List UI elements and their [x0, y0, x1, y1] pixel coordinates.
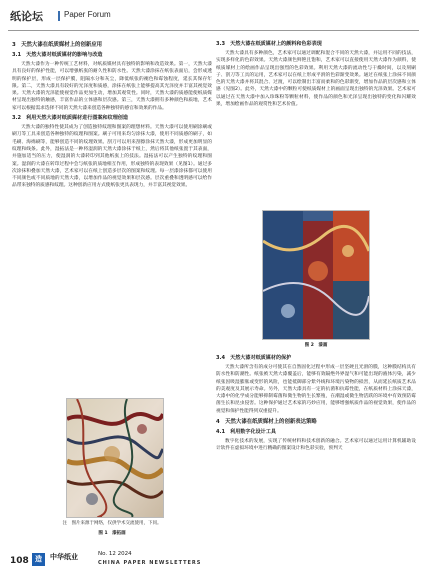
lacquer-painting-image [263, 211, 369, 339]
section-3-2-body: 天然大漆的独特性使其成为了创造独特纹理和图案的理想材料。天然大漆可以使用刷涂刷或刷刀等工具来创造各种独特的纹理和图案。刷子可用来均匀涂抹大漆，使用不同质感的刷子，如毛刷、海绵刷等，能够创造不同的纹理效果。刮刀可以用来刮擦涂抹天然大漆，形成更加明显的纹理和线条。此外，湿拓法是一种将湿润的天然大漆涂抹于纸上，然后将其他纸张置于其表面，并施加适当的压力，使湿润的大漆转印到其他纸张上的技法。湿拓法可以产生独特的纹理和图案。湿润的大漆在转印过程中会与纸张的质地相互作用，形成独特的表现效果（见图1）。通过多次涂抹和叠加天然大漆，艺术家可以在纸上创造多层次的图案和纹理。每一层漆涂抹都可以使用不同颜色或不同质地的天然大漆，以增加作品的视觉效果和层次感。层次重叠和透明感可以给作品带来独特的质感和纹理。这种创新应用方式使纸张更具表现力，并丰富其视觉效果。 [12, 125, 212, 189]
figure-2-image [262, 210, 370, 340]
section-3-3-heading: 3.3 天然大漆在纸质媒材上的颜料和色彩表现 [216, 41, 322, 47]
page-number: 108 [10, 556, 29, 566]
publication-name-en: CHINA PAPER NEWSLETTERS [98, 560, 202, 566]
section-3-1-heading: 3.1 天然大漆对纸质媒材的影响与改造 [12, 52, 103, 58]
section-3-4-body: 天然大漆所含有的成分可使其在自然固化过程中形成一层坚硬且光滑的膜，这种膜结构具有防水性和防潮性。纸张被天然大漆覆盖后，能够有效隔绝外界湿气和可能出现的液体污染，减少纸张因吸湿膨胀或变形的风险，也能抵御部分紫外线和环境污染物的损害，从而延长纸质艺术品的美观度及其展示寿命。另外，天然大漆具有一定的抗菌和抗霉性能，在纸质材料上涂抹天漆，大漆中的化学成分能够抑制霉菌和微生物的生长繁殖，在潮湿或微生物活跃的环境中有效预防霉菌生长和昆虫侵害。这种保护通过艺术家的巧妙应用，能够增强纸质作品的视觉效果，使作品的视觉和保护性能得到双重提升。 [216, 365, 416, 414]
section-3-2-heading: 3.2 利用天然大漆对纸质媒材进行图案和纹理创造 [12, 115, 128, 122]
issue-number: No. 12 2024 [98, 551, 132, 557]
section-3-heading: 3 天然大漆在纸质媒材上的创新应用 [12, 42, 103, 48]
section-4-1-heading: 4.1 利用数字化设计工具 [216, 429, 276, 436]
figure-1-image [66, 398, 164, 518]
page-header [10, 8, 417, 26]
publication-name: 中华纸业 [50, 553, 78, 561]
figure-2-caption: 图 2 漆画 [304, 343, 328, 348]
section-3-4-heading: 3.4 天然大漆对纸质媒材的保护 [216, 355, 292, 361]
column-title: 纸论坛 [10, 10, 43, 23]
publication-logo: 造 [32, 553, 45, 566]
header-divider-bar [58, 11, 60, 21]
section-4-heading: 4 天然大漆在纸质媒材上的创新表达策略 [216, 419, 317, 426]
column-subtitle: Paper Forum [64, 10, 111, 19]
figure-1-note: 注 图片来源于网络，仅供学术交流使用，下同。 [62, 521, 162, 526]
right-column-top [216, 38, 416, 108]
section-3-1-body: 天然大漆作为一种传统工艺材料，对纸质媒材具有独特的影响和改造效果。第一，天然大漆具有良好的保护性能，可以增强纸张的耐久性和防水性。天然大漆涂抹在纸张表面后，会形成透明的保护层，形成一层保护膜，阻隔水分和灰尘，降低纸张的褪色和霉蚀程度，延长其保存年限。第二，天然大漆具有较好的光泽度和质感，涂抹在纸张上能够提高其光泽度并丰富其视觉效果。天然大漆的光泽能使视觉作品更加生动，增加其观赏性。同时，天然大漆的质感能使纸质媒材呈现出独特的触感，丰富作品的立体感和层次感。第三，天然大漆拥有多种颜色和质地，艺术家可以根据需求选择不同的天然大漆来创造各种独特的感官和效果的作品。 [12, 62, 212, 111]
right-column-bottom [216, 352, 416, 453]
page-footer [0, 548, 427, 578]
marbled-lacquer-image [67, 399, 163, 517]
section-4-1-body: 数字化技术的发展，实现了传统材料和技术创新的融合。艺术家可以通过运用计算机辅助设计软件在虚拟环境中进行精确的图案设计和色彩实验，预判天 [216, 439, 416, 452]
section-3-3-body: 天然大漆具有多种颜色，艺术家可以通过调配和混合不同的天然大漆，并运用不同的技法，实现多样化的色彩效果。天然大漆颜色鲜艳且饱和，艺术家可以直接使用天然大漆作为颜料，使纸质媒材上的绘画作品呈现出强烈的色彩效果。利用天然大漆的流动性与干燥时间，以及刻刷子、刮刀等工具的运用，艺术家可以在纸上形成平滑的色彩渐变效果。通过在纸张上涂抹不同颜色的天然大漆并将其混合、过渡，可以绘制出丰富而柔和的色彩渐变，增加作品的层次感和立体感（见图2）。此外，天然大漆中的颗粒可使纸质媒材上的画面呈现出独特的光泽效果。艺术家可以通过在天然大漆中加入珍珠粉等颗粒材料，使作品的颜色和光泽呈现出独特的变化和闪耀效果，增加绘画作品的观赏性和艺术价值。 [216, 51, 416, 108]
figure-1-caption: 图 1 漆拓画 [98, 531, 126, 536]
left-column [12, 38, 212, 190]
header-rule [8, 30, 419, 31]
